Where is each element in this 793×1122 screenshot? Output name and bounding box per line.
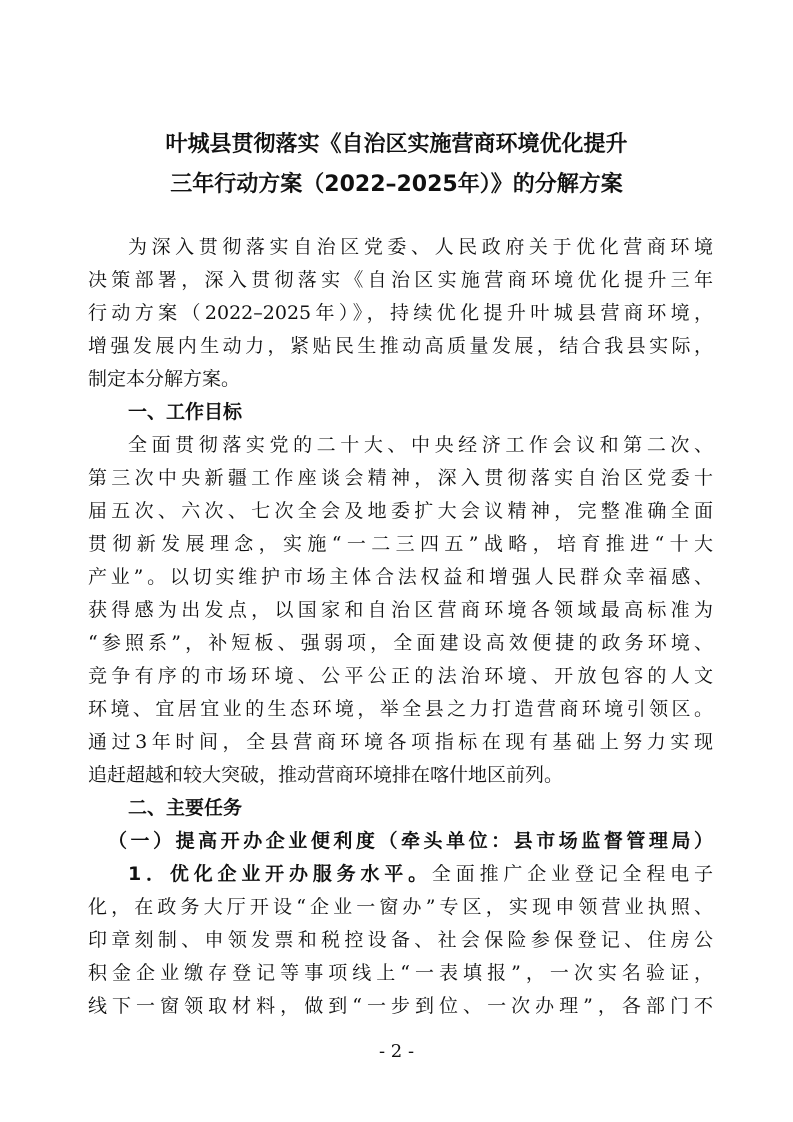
section-heading-tasks: 二、主要任务 xyxy=(128,797,243,819)
goals-line: 通过3年时间，全县营商环境各项指标在现有基础上努力实现 xyxy=(88,731,713,753)
goals-line: 全面贯彻落实党的二十大、中央经济工作会议和第二次、 xyxy=(128,434,713,456)
goals-line: “参照系”，补短板、强弱项，全面建设高效便捷的政务环境、 xyxy=(88,632,713,654)
goals-line: 环境、宜居宜业的生态环境，举全县之力打造营商环境引领区。 xyxy=(88,698,713,720)
document-title-line-2: 三年行动方案（2022–2025年）》的分解方案 xyxy=(170,172,623,197)
subsection-heading: （一）提高开办企业便利度（牵头单位：县市场监督管理局） xyxy=(108,830,713,852)
goals-line: 贯彻新发展理念，实施“一二三四五”战略，培育推进“十大 xyxy=(88,533,713,555)
page-number: - 2 - xyxy=(378,1041,415,1062)
task-line: 印章刻制、申领发票和税控设备、社会保险参保登记、住房公 xyxy=(88,929,713,951)
task-line: 线下一窗领取材料，做到“一步到位、一次办理”，各部门不 xyxy=(88,995,713,1017)
goals-line: 追赶超越和较大突破，推动营商环境排在喀什地区前列。 xyxy=(88,764,564,786)
intro-line: 行动方案（2022–2025年）》，持续优化提升叶城县营商环境， xyxy=(88,302,713,324)
intro-line: 决策部署，深入贯彻落实《自治区实施营商环境优化提升三年 xyxy=(88,269,713,291)
goals-line: 产业”。以切实维护市场主体合法权益和增强人民群众幸福感、 xyxy=(88,566,713,588)
intro-line: 为深入贯彻落实自治区党委、人民政府关于优化营商环境 xyxy=(128,236,713,258)
intro-line: 制定本分解方案。 xyxy=(88,368,241,390)
document-title-line-1: 叶城县贯彻落实《自治区实施营商环境优化提升 xyxy=(165,132,628,157)
goals-line: 届五次、六次、七次全会及地委扩大会议精神，完整准确全面 xyxy=(88,500,713,522)
intro-line: 增强发展内生动力，紧贴民生推动高质量发展，结合我县实际， xyxy=(88,335,713,357)
goals-line: 竞争有序的市场环境、公平公正的法治环境、开放包容的人文 xyxy=(88,665,713,687)
goals-line: 获得感为出发点，以国家和自治区营商环境各领域最高标准为 xyxy=(88,599,713,621)
task-line: 积金企业缴存登记等事项线上“一表填报”，一次实名验证， xyxy=(88,962,713,984)
task-line: 化，在政务大厅开设“企业一窗办”专区，实现申领营业执照、 xyxy=(88,896,713,918)
task-item-text: 全面推广企业登记全程电子 xyxy=(431,863,713,885)
goals-line: 第三次中央新疆工作座谈会精神，深入贯彻落实自治区党委十 xyxy=(88,467,713,489)
task-item-first-line xyxy=(128,859,713,889)
section-heading-goals: 一、工作目标 xyxy=(128,401,243,423)
task-item-title: 1．优化企业开办服务水平。 xyxy=(128,863,432,885)
